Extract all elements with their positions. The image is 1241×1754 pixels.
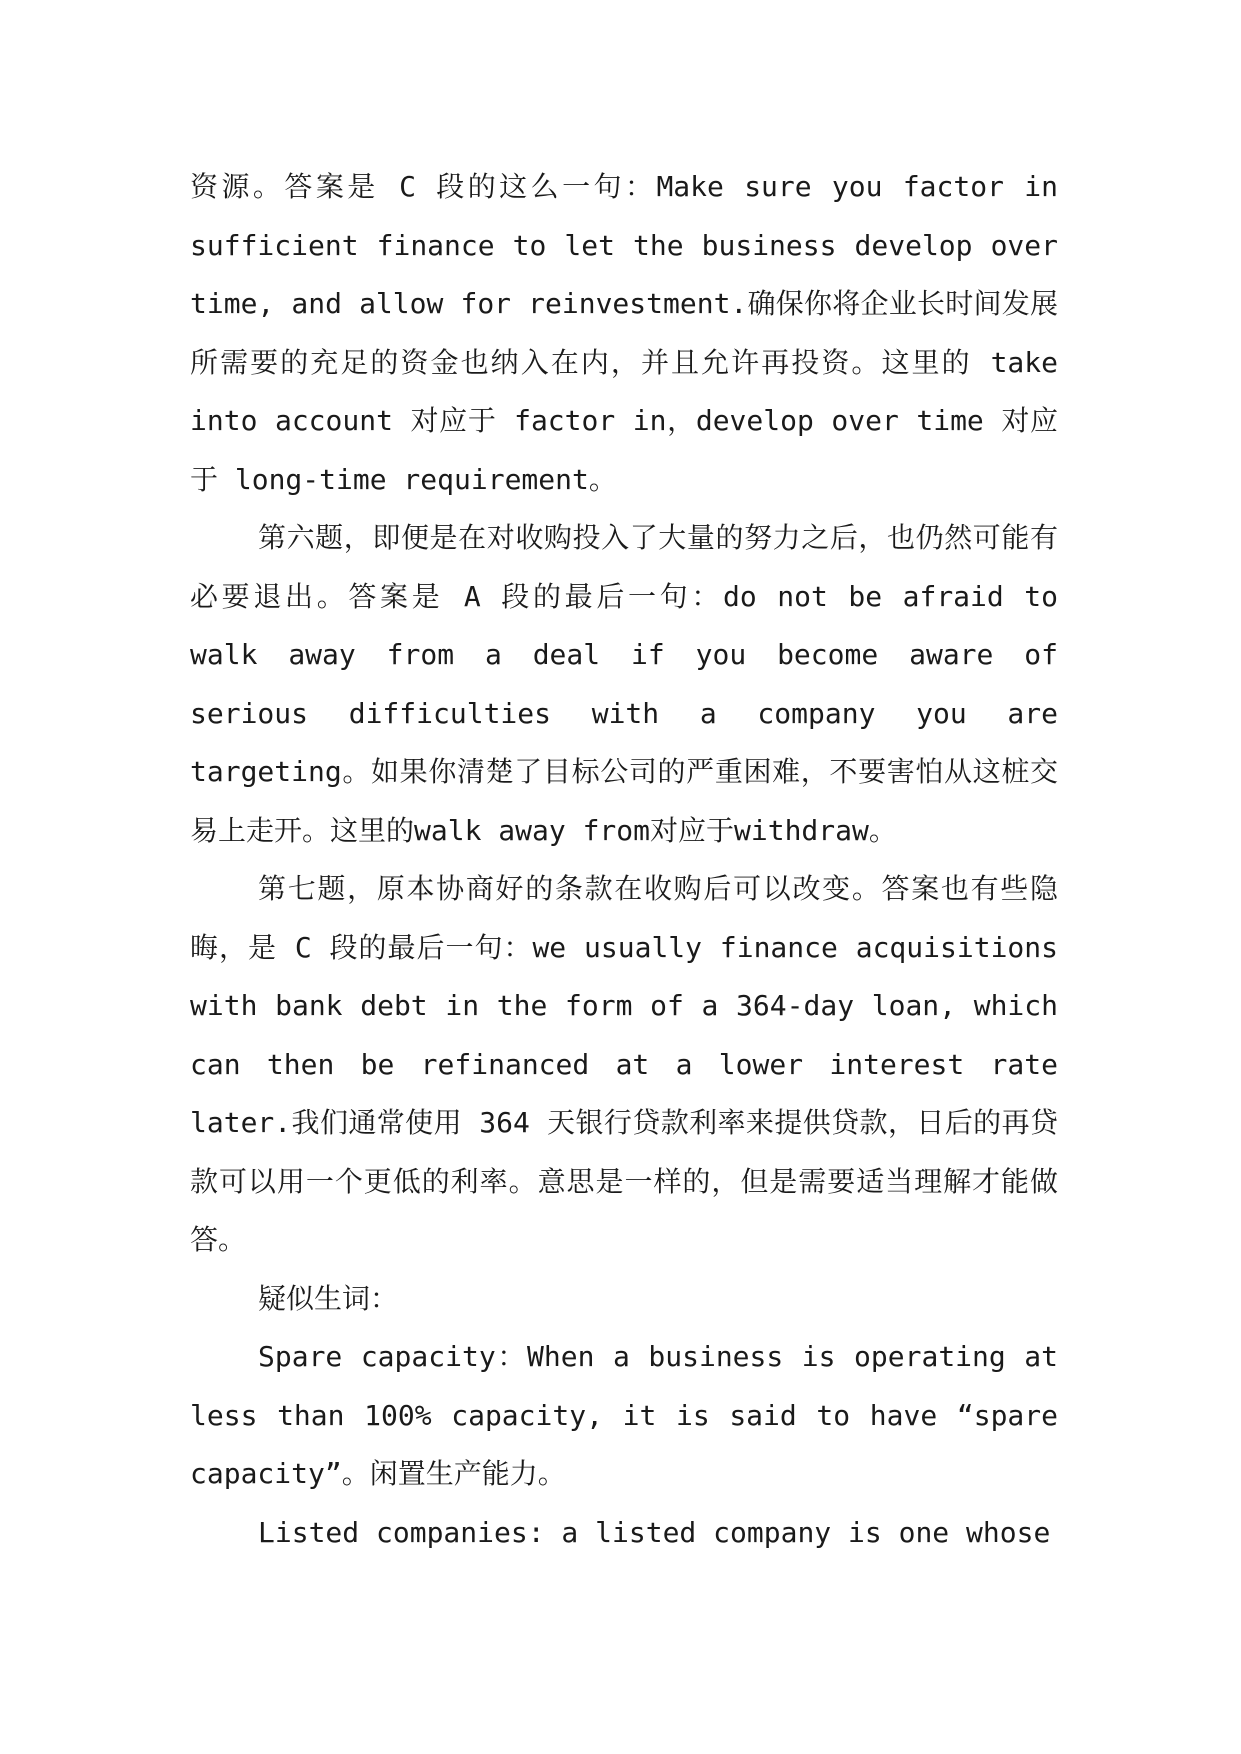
paragraph-vocabulary-heading: 疑似生词： <box>258 1281 399 1315</box>
paragraph-spare-capacity: Spare capacity：When a business is operating at less than 100% capacity, it is said to have “spare capacity”。闲置生产能力。 <box>190 1340 1058 1490</box>
document-page <box>190 158 1058 1562</box>
paragraph-listed-companies: Listed companies: a listed company is one whose <box>258 1515 1051 1549</box>
paragraph-question-six: 第六题，即便是在对收购投入了大量的努力之后，也仍然可能有必要退出。答案是 A 段的最后一句：do not be afraid to walk away from a deal if you become aware of serious difficulties with a company you are targeting。如果你清楚了目标公司的严重困难，不要害怕从这桩交易上走开。这里的walk away from对应于withdraw。 <box>190 521 1058 847</box>
paragraph-answer-c-factor-in: 资源。答案是 C 段的这么一句：Make sure you factor in sufficient finance to let the business develop over time, and allow for reinvestment.确保你将企业长时间发展所需要的充足的资金也纳入在内，并且允许再投资。这里的 take into account 对应于 factor in，develop over time 对应于 long-time requirement。 <box>190 170 1058 496</box>
paragraph-question-seven: 第七题，原本协商好的条款在收购后可以改变。答案也有些隐晦，是 C 段的最后一句：we usually finance acquisitions with bank debt in the form of a 364-day loan, which can then be refinanced at a lower interest rate later.我们通常使用 364 天银行贷款利率来提供贷款，日后的再贷款可以用一个更低的利率。意思是一样的，但是需要适当理解才能做答。 <box>190 872 1058 1256</box>
